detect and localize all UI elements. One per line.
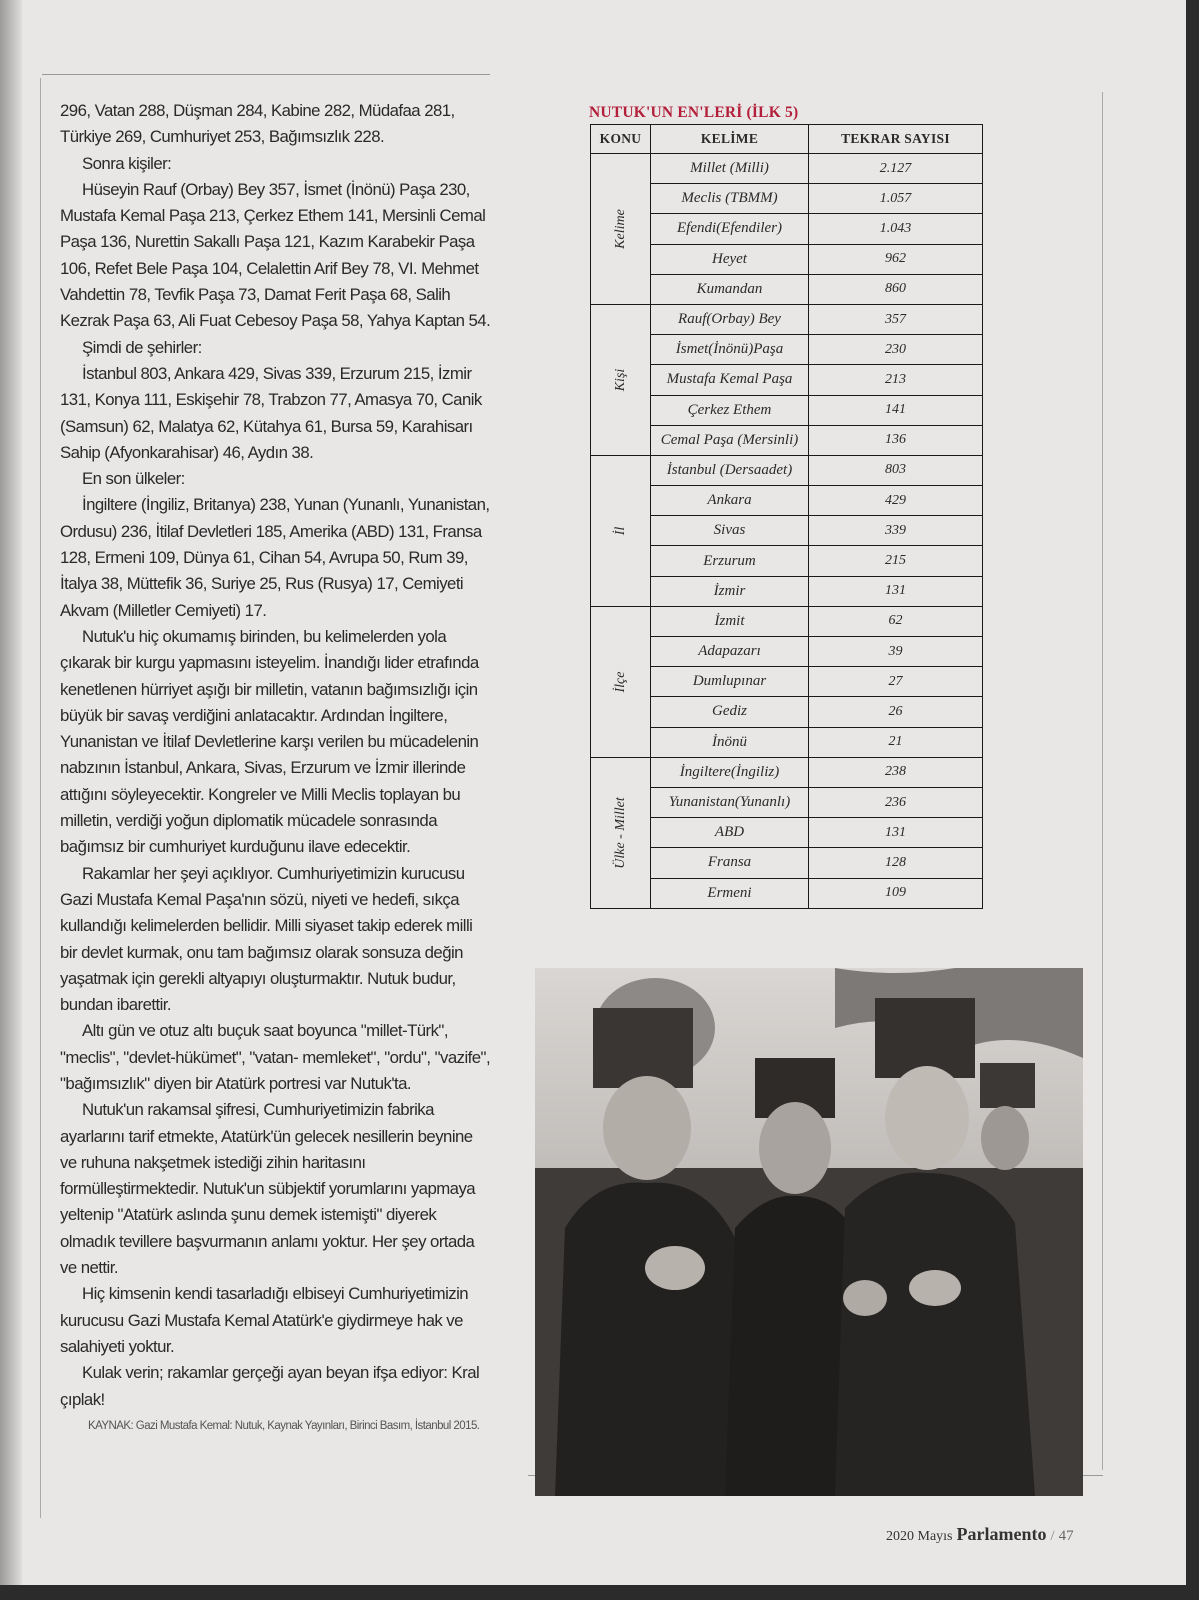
- count-cell: 860: [809, 274, 983, 304]
- count-cell: 962: [809, 244, 983, 274]
- word-cell: İzmit: [651, 606, 809, 636]
- count-cell: 39: [809, 637, 983, 667]
- table-row: [591, 304, 983, 334]
- count-cell: 230: [809, 335, 983, 365]
- word-cell: Meclis (TBMM): [651, 184, 809, 214]
- article-column: [60, 98, 492, 1436]
- category-cell: [591, 606, 651, 757]
- count-cell: 131: [809, 576, 983, 606]
- category-cell: [591, 455, 651, 606]
- word-cell: Mustafa Kemal Paşa: [651, 365, 809, 395]
- article-paragraph-2: Rakamlar her şeyi açıklıyor. Cumhuriyetimizin kurucusu Gazi Mustafa Kemal Paşa'nın sözü, niyeti ve hedefi, sıkça kullandığı kelimelerden bellidir. Milli siyaset takip ederek milli bir devlet kurmak, onu tam bağımsız olarak sonsuza değin yaşatmak için gerekli altyapıyı oluşturmaktır. Nutuk budur, bundan ibarettir.: [60, 863, 473, 1015]
- article-intro: 296, Vatan 288, Düşman 284, Kabine 282, Müdafaa 281, Türkiye 269, Cumhuriyet 253, Bağımsızlık 228.: [60, 101, 455, 147]
- cities-paragraph: İstanbul 803, Ankara 429, Sivas 339, Erzurum 215, İzmir 131, Konya 111, Eskişehir 78, Trabzon 77, Amasya 70, Canik (Samsun) 62, Malatya 62, Kütahya 61, Bursa 59, Karahisarı Sahip (Afyonkarahisar) 46, Aydın 38.: [60, 363, 482, 462]
- table-row: [591, 455, 983, 485]
- historical-photo: [535, 968, 1083, 1496]
- footer-page-number: 47: [1058, 1528, 1074, 1544]
- word-cell: İnönü: [651, 727, 809, 757]
- count-cell: 215: [809, 546, 983, 576]
- persons-heading: Sonra kişiler:: [82, 153, 172, 173]
- table-title: NUTUK'UN EN'LERİ (İLK 5): [589, 104, 799, 121]
- word-cell: Millet (Milli): [651, 154, 809, 184]
- count-cell: 26: [809, 697, 983, 727]
- count-cell: 136: [809, 425, 983, 455]
- count-cell: 1.057: [809, 184, 983, 214]
- word-cell: Adapazarı: [651, 637, 809, 667]
- category-label: Kelime: [612, 209, 628, 249]
- word-cell: Fransa: [651, 848, 809, 878]
- table-row: [591, 606, 983, 636]
- article-paragraph-1: Nutuk'u hiç okumamış birinden, bu kelimelerden yola çıkarak bir kurgu yapmasını isteyelim. İnandığı lider etrafında kenetlenen hürriyet aşığı bir milletin, vatanın bağımsızlığı için büyük bir savaş verdiğini anlatacaktır. Ardından İngiltere, Yunanistan ve İtilaf Devletlerine karşı verilen bu mücadelenin nabzının İstanbul, Ankara, Sivas, Erzurum ve İzmir illerinde attığını söyleyecektir. Kongreler ve Milli Meclis toplayan bu milletin, verdiği yoğun diplomatik mücadele sonrasında bağımsız bir cumhuriyet kurduğunu ilave edecektir.: [60, 626, 479, 857]
- article-paragraph-5: Hiç kimsenin kendi tasarladığı elbiseyi Cumhuriyetimizin kurucusu Gazi Mustafa Kemal Atatürk'e giydirmeye hak ve salahiyeti yoktur.: [60, 1284, 469, 1356]
- header-kelime: KELİME: [651, 125, 809, 154]
- footer-issue-date: 2020 Mayıs: [886, 1529, 953, 1544]
- table-body: [591, 154, 983, 909]
- cities-heading: Şimdi de şehirler:: [82, 337, 202, 357]
- word-cell: Cemal Paşa (Mersinli): [651, 425, 809, 455]
- countries-heading: En son ülkeler:: [82, 469, 185, 489]
- word-cell: Ankara: [651, 486, 809, 516]
- source-note: KAYNAK: Gazi Mustafa Kemal: Nutuk, Kaynak Yayınları, Birinci Basım, İstanbul 2015.: [88, 1419, 480, 1432]
- word-cell: Kumandan: [651, 274, 809, 304]
- persons-paragraph: Hüseyin Rauf (Orbay) Bey 357, İsmet (İnönü) Paşa 230, Mustafa Kemal Paşa 213, Çerkez Ethem 141, Mersinli Cemal Paşa 136, Nurettin Sakallı Paşa 121, Kazım Karabekir Paşa 106, Refet Bele Paşa 104, Celalettin Arif Bey 78, VI. Mehmet Vahdettin 78, Tevfik Paşa 73, Damat Ferit Paşa 68, Salih Kezrak Paşa 63, Ali Fuat Cebesoy Paşa 58, Yahya Kaptan 54.: [60, 179, 491, 331]
- count-cell: 429: [809, 486, 983, 516]
- top-rule: [42, 74, 490, 75]
- word-cell: Erzurum: [651, 546, 809, 576]
- count-cell: 141: [809, 395, 983, 425]
- article-paragraph-6: Kulak verin; rakamlar gerçeği ayan beyan ifşa ediyor: Kral çıplak!: [60, 1363, 480, 1409]
- word-cell: Rauf(Orbay) Bey: [651, 304, 809, 334]
- footer-magazine-name: Parlamento: [956, 1524, 1047, 1544]
- count-cell: 803: [809, 455, 983, 485]
- page-fold-shadow: [0, 0, 22, 1585]
- countries-paragraph: İngiltere (İngiliz, Britanya) 238, Yunan (Yunanlı, Yunanistan, Ordusu) 236, İtilaf Devletleri 185, Amerika (ABD) 131, Fransa 128, Ermeni 109, Dünya 61, Cihan 54, Avrupa 50, Rum 39, İtalya 38, Müttefik 36, Suriye 25, Rus (Rusya) 17, Cemiyeti Akvam (Milletler Cemiyeti) 17.: [60, 495, 490, 620]
- word-cell: Ermeni: [651, 878, 809, 908]
- right-frame-rule: [1102, 92, 1103, 1470]
- count-cell: 2.127: [809, 154, 983, 184]
- word-cell: İzmir: [651, 576, 809, 606]
- header-konu: KONU: [591, 125, 651, 154]
- count-cell: 339: [809, 516, 983, 546]
- article-paragraph-4: Nutuk'un rakamsal şifresi, Cumhuriyetimizin fabrika ayarlarını tarif etmekte, Atatürk'ün gelecek nesillerin beynine ve ruhuna nakşetmek istediği zihin haritasını formülleştirmektedir. Nutuk'un sübjektif yorumlarını yapmaya yeltenip "Atatürk aslında şunu demek istemişti" diyerek olmadık tevillere başvurmanın anlamı yoktur. Her şey ortada ve nettir.: [60, 1100, 476, 1278]
- left-rule: [40, 78, 41, 1518]
- word-cell: Çerkez Ethem: [651, 395, 809, 425]
- category-label: İlçe: [612, 671, 628, 693]
- word-cell: Efendi(Efendiler): [651, 214, 809, 244]
- historical-photo-image: [535, 968, 1083, 1496]
- table-row: [591, 154, 983, 184]
- frequency-table: [590, 124, 983, 909]
- count-cell: 21: [809, 727, 983, 757]
- word-cell: Heyet: [651, 244, 809, 274]
- count-cell: 128: [809, 848, 983, 878]
- count-cell: 357: [809, 304, 983, 334]
- page-footer: [886, 1524, 1074, 1545]
- count-cell: 27: [809, 667, 983, 697]
- category-cell: [591, 304, 651, 455]
- count-cell: 1.043: [809, 214, 983, 244]
- count-cell: 131: [809, 818, 983, 848]
- word-cell: Yunanistan(Yunanlı): [651, 787, 809, 817]
- count-cell: 238: [809, 757, 983, 787]
- footer-separator: /: [1050, 1528, 1055, 1544]
- count-cell: 213: [809, 365, 983, 395]
- word-cell: Dumlupınar: [651, 667, 809, 697]
- count-cell: 109: [809, 878, 983, 908]
- word-cell: ABD: [651, 818, 809, 848]
- word-cell: İstanbul (Dersaadet): [651, 455, 809, 485]
- category-cell: [591, 757, 651, 908]
- word-cell: Sivas: [651, 516, 809, 546]
- word-cell: İngiltere(İngiliz): [651, 757, 809, 787]
- category-label: Ülke - Millet: [612, 796, 628, 869]
- category-cell: [591, 154, 651, 305]
- count-cell: 62: [809, 606, 983, 636]
- header-tekrar: TEKRAR SAYISI: [809, 125, 983, 154]
- article-paragraph-3: Altı gün ve otuz altı buçuk saat boyunca "millet-Türk", "meclis", "devlet-hükümet", "vatan- memleket", "ordu", "vazife", "bağımsızlık" diyen bir Atatürk portresi var Nutuk'ta.: [60, 1021, 491, 1093]
- table-header-row: [591, 125, 983, 154]
- table-row: [591, 757, 983, 787]
- category-label: İl: [612, 526, 628, 536]
- word-cell: İsmet(İnönü)Paşa: [651, 335, 809, 365]
- category-label: Kişi: [612, 368, 628, 392]
- word-cell: Gediz: [651, 697, 809, 727]
- count-cell: 236: [809, 787, 983, 817]
